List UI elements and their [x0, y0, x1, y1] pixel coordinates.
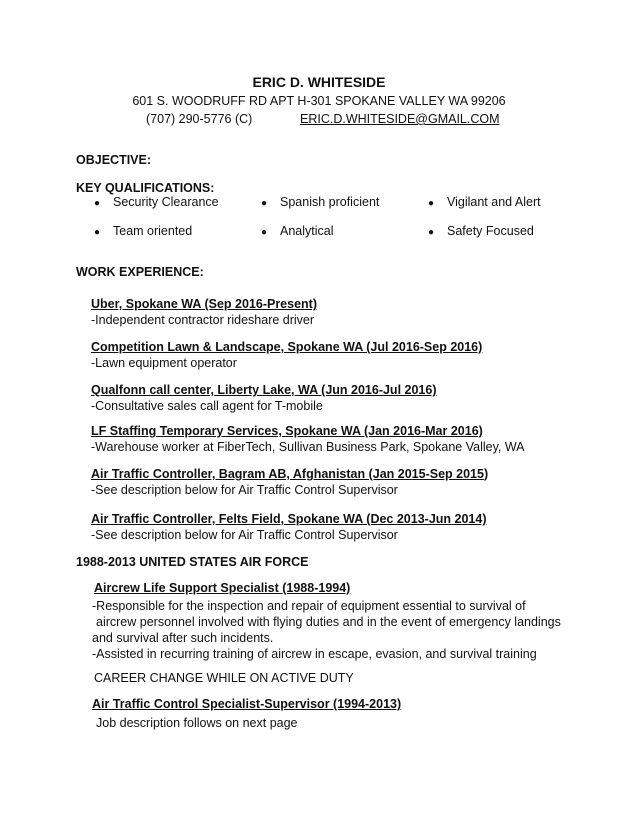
- bullet-icon: ●: [261, 198, 268, 209]
- job-description: -See description below for Air Traffic Control Supervisor: [91, 483, 398, 497]
- qualification-item: Team oriented: [113, 224, 193, 238]
- job-title: [91, 467, 488, 481]
- qualifications-heading: KEY QUALIFICATIONS:: [76, 181, 215, 195]
- role-description: Job description follows on next page: [96, 716, 298, 730]
- bullet-icon: ●: [94, 227, 101, 238]
- job-description: -See description below for Air Traffic Control Supervisor: [91, 528, 398, 542]
- resume-name: ERIC D. WHITESIDE: [252, 74, 386, 90]
- qualification-item: Security Clearance: [113, 195, 219, 209]
- role-title: Aircrew Life Support Specialist (1988-1994): [94, 581, 351, 595]
- bullet-icon: ●: [428, 198, 435, 209]
- job-title-suffix: ): [483, 467, 489, 481]
- qualification-item: Spanish proficient: [280, 195, 380, 209]
- role-description-line: -Assisted in recurring training of aircrew in escape, evasion, and survival training: [92, 647, 537, 661]
- career-change-note: CAREER CHANGE WHILE ON ACTIVE DUTY: [94, 671, 354, 685]
- bullet-icon: ●: [428, 227, 435, 238]
- job-title: LF Staffing Temporary Services, Spokane WA (Jan 2016-Mar 2016): [91, 424, 483, 438]
- job-description: -Consultative sales call agent for T-mobile: [91, 399, 323, 413]
- job-title: Qualfonn call center, Liberty Lake, WA (Jun 2016-Jul 2016): [91, 383, 437, 397]
- objective-heading: OBJECTIVE:: [76, 153, 152, 167]
- role-title: Air Traffic Control Specialist-Supervisor (1994-2013): [92, 697, 402, 711]
- job-description: -Warehouse worker at FiberTech, Sullivan Business Park, Spokane Valley, WA: [91, 440, 525, 454]
- bullet-icon: ●: [261, 227, 268, 238]
- job-title: Air Traffic Controller, Felts Field, Spokane WA (Dec 2013-Jun 2014): [91, 512, 487, 526]
- job-description: -Lawn equipment operator: [91, 356, 237, 370]
- role-description-line: aircrew personnel involved with flying duties and in the event of emergency landings: [96, 615, 561, 629]
- qualification-item: Safety Focused: [447, 224, 534, 238]
- job-title-text: Air Traffic Controller, Bagram AB, Afghanistan (Jan 2015-Sep 2015: [91, 467, 484, 481]
- address: 601 S. WOODRUFF RD APT H-301 SPOKANE VALLEY WA 99206: [132, 94, 506, 108]
- role-description-line: -Responsible for the inspection and repair of equipment essential to survival of: [92, 599, 526, 613]
- job-title: Uber, Spokane WA (Sep 2016-Present): [91, 297, 318, 311]
- bullet-icon: ●: [94, 198, 101, 209]
- phone: (707) 290-5776 (C): [146, 112, 253, 126]
- role-description-line: and survival after such incidents.: [92, 631, 274, 645]
- job-title: Competition Lawn & Landscape, Spokane WA (Jul 2016-Sep 2016): [91, 340, 483, 354]
- work-experience-heading: WORK EXPERIENCE:: [76, 265, 204, 279]
- job-description: -Independent contractor rideshare driver: [91, 313, 315, 327]
- qualification-item: Analytical: [280, 224, 334, 238]
- qualification-item: Vigilant and Alert: [447, 195, 541, 209]
- airforce-heading: 1988-2013 UNITED STATES AIR FORCE: [76, 555, 309, 569]
- email-link[interactable]: ERIC.D.WHITESIDE@GMAIL.COM: [300, 112, 500, 126]
